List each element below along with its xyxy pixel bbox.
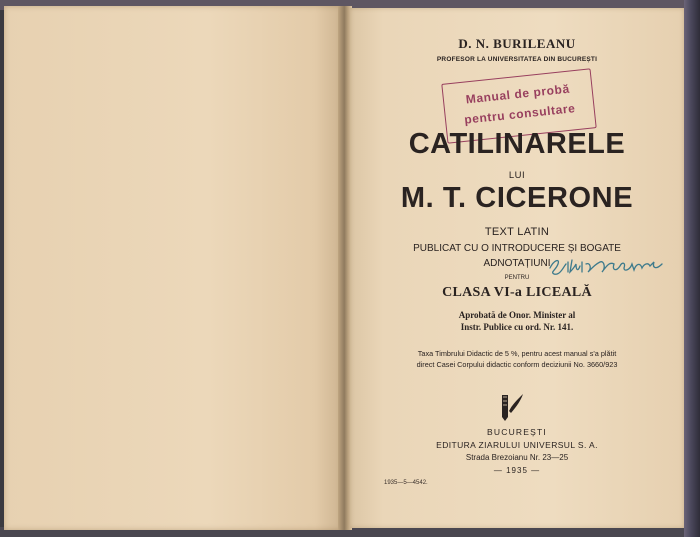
blank-left-page (4, 6, 342, 530)
stamp-line-1: Manual de probă (465, 81, 571, 107)
for-label: PENTRU (504, 275, 530, 281)
published-line: PUBLICAT CU O INTRODUCERE ȘI BOGATE (413, 243, 621, 254)
book-title: CATILINARELE (408, 128, 626, 160)
torch-logo-icon (496, 391, 526, 423)
book-subtitle: M. T. CICERONE (400, 182, 634, 214)
publisher-city: BUCUREȘTI (487, 427, 547, 437)
class-line: CLASA VI-a LICEALĂ (442, 285, 592, 300)
publisher-address: Strada Brezoianu Nr. 23—25 (465, 453, 569, 462)
stamp-line-2: pentru consultare (463, 101, 577, 127)
publisher-name: EDITURA ZIARULUI UNIVERSUL S. A. (436, 440, 598, 450)
annotations-line: ADNOTAȚIUNI (483, 258, 551, 269)
tax-line-2: direct Casei Corpului didactic conform deciziunii No. 3660/923 (416, 360, 618, 369)
approval-line-1: Aprobată de Onor. Minister al (458, 310, 576, 320)
author-name: D. N. BURILEANU (458, 36, 576, 51)
publication-year: — 1935 — (493, 466, 541, 475)
title-connector: LUI (508, 170, 526, 181)
print-code: 1935—5—4542. (384, 480, 428, 486)
text-type: TEXT LATIN (484, 226, 550, 238)
author-title: PROFESOR LA UNIVERSITATEA DIN BUCUREȘTI (436, 56, 598, 63)
cover-board-edge (684, 0, 700, 537)
tax-line-1: Taxa Timbrului Didactic de 5 %, pentru acest manual s'a plătit (417, 349, 617, 358)
approval-line-2: Instr. Publice cu ord. Nr. 141. (460, 322, 574, 332)
